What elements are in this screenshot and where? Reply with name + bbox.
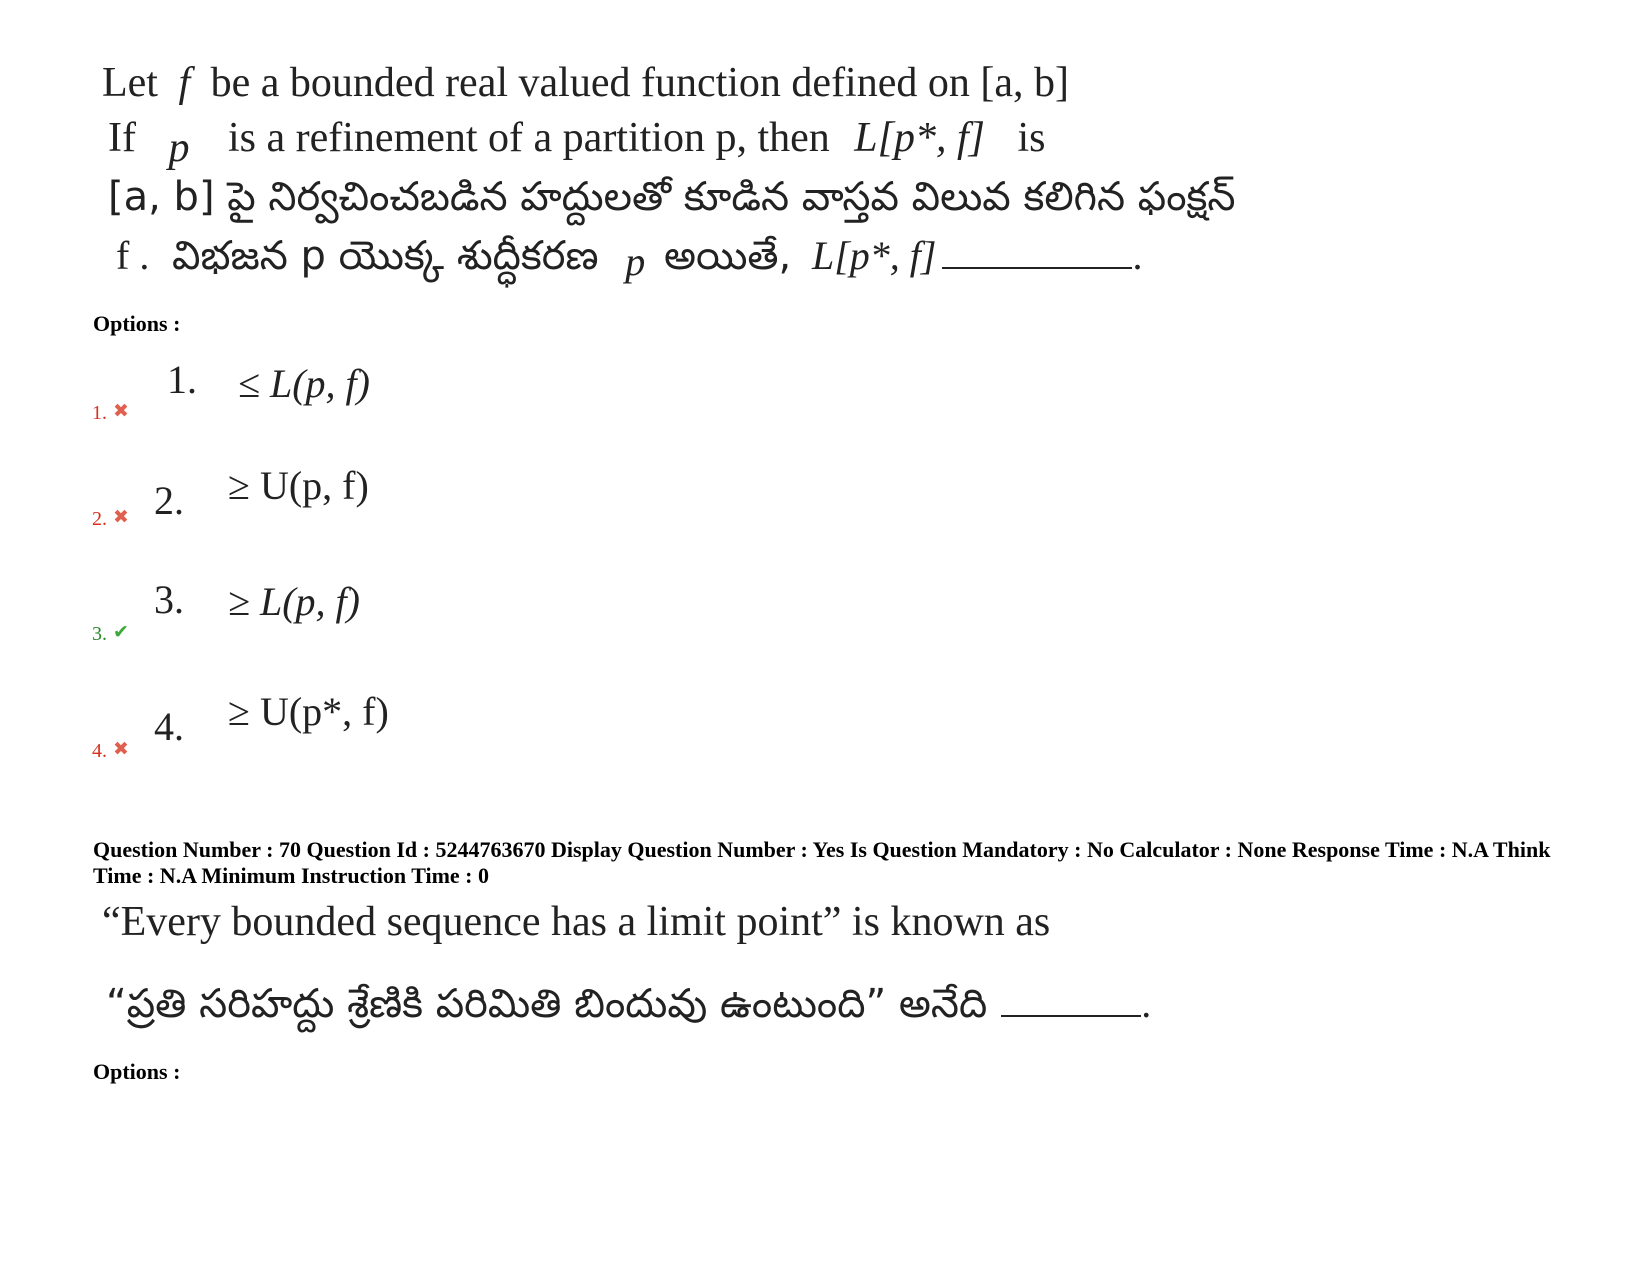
option-4-marker — [92, 738, 129, 763]
q69-tel-end: . — [1132, 233, 1143, 278]
q69-tel-text2: అయితే, — [663, 233, 792, 279]
question-70-telugu — [106, 980, 1151, 1037]
q70-telugu-text: “ప్రతి సరిహద్దు శ్రేణికి పరిమితి బిందువు ఉంటుంది” అనేది — [106, 981, 988, 1027]
q69-line1-pre: Let — [102, 60, 158, 106]
options-heading: Options : — [93, 311, 181, 336]
q69-line2-mid: is a refinement of a partition p, then — [227, 115, 830, 161]
option-3-text: ≥ L(p, f) — [228, 579, 360, 624]
option-1-text: ≤ L(p, f) — [238, 361, 370, 406]
question-70-english: “Every bounded sequence has a limit point” is known as — [102, 899, 1051, 945]
q70-end: . — [1141, 981, 1152, 1026]
q69-line1-post: be a bounded real valued function defined on [a, b] — [210, 60, 1069, 106]
q69-tel-var-p: p — [625, 239, 646, 284]
option-2-marker-label: 2. — [92, 508, 107, 530]
options-heading-2: Options : — [93, 1059, 181, 1084]
answer-blank — [942, 266, 1132, 269]
q69-line2-expr: L[p*, f] — [854, 115, 986, 161]
question-69-line-2 — [108, 115, 1046, 171]
option-4-marker-label: 4. — [92, 740, 107, 762]
question-69-telugu-line-1: [a, b] పై నిర్వచించబడిన హద్దులతో కూడిన వాస్తవ విలువ కలిగిన ఫంక్షన్ — [108, 174, 1236, 220]
option-3-number: 3. — [154, 577, 184, 622]
option-2-marker — [92, 506, 129, 531]
check-icon: ✔ — [113, 621, 129, 643]
cross-icon: ✖ — [113, 738, 129, 760]
option-4-number: 4. — [154, 704, 184, 749]
q69-tel-var-f: f . — [116, 233, 150, 278]
q69-tel-expr: L[p*, f] — [811, 233, 937, 278]
question-70-metadata: Question Number : 70 Question Id : 5244763670 Display Question Number : Yes Is Question Mandatory : No Calculator : None Response Time : N.A Think Time : N.A Minimum Instruction Time : 0 — [93, 837, 1551, 888]
cross-icon: ✖ — [113, 400, 129, 422]
q69-var-p: p — [168, 125, 190, 171]
option-3-marker-label: 3. — [92, 623, 107, 645]
option-1-marker — [92, 400, 129, 425]
q69-tel-text: విభజన p యొక్క శుద్ధీకరణ — [172, 233, 599, 279]
question-69-line-1 — [102, 62, 1069, 104]
option-1-marker-label: 1. — [92, 402, 107, 424]
option-1-number: 1. — [167, 357, 197, 402]
q69-var-f: f — [178, 60, 191, 106]
q69-line2-post: is — [1017, 115, 1046, 161]
cross-icon: ✖ — [113, 506, 129, 528]
option-4-text: ≥ U(p*, f) — [228, 689, 389, 734]
question-69-telugu-line-2 — [116, 232, 1142, 289]
q69-line2-pre: If — [108, 115, 136, 161]
option-2-text: ≥ U(p, f) — [228, 463, 369, 508]
option-2-number: 2. — [154, 478, 184, 523]
option-3-marker — [92, 621, 129, 646]
answer-blank — [1001, 1014, 1141, 1017]
